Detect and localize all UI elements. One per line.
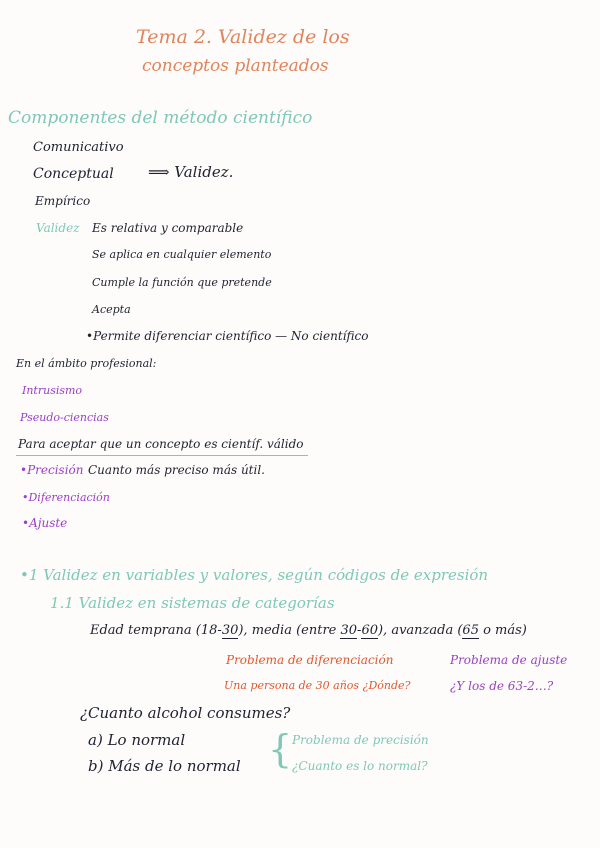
differentiation-problem: Problema de diferenciación: [226, 653, 394, 667]
validez-point: •Permite diferenciar científico — No científico: [86, 329, 369, 343]
fit-problem: Problema de ajuste: [450, 653, 568, 667]
criterion-diferenciacion: •Diferenciación: [22, 491, 110, 504]
age-prefix: Edad temprana (18-: [90, 623, 222, 638]
validez-arrow: ⟹ Validez.: [148, 163, 234, 181]
age-categories-example: [90, 624, 527, 637]
age-value: 30: [221, 623, 239, 638]
page-title-line-2: conceptos planteados: [142, 56, 329, 76]
age-dash: -: [357, 623, 362, 638]
section-1-heading: •1 Validez en variables y valores, según códigos de expresión: [20, 566, 489, 584]
component-item: Conceptual: [33, 166, 114, 182]
professional-item: Intrusismo: [22, 384, 83, 397]
precision-question: ¿Cuanto es lo normal?: [292, 759, 428, 773]
component-item: Comunicativo: [33, 140, 124, 155]
validez-point: Acepta: [92, 303, 131, 316]
section-1-1-heading: 1.1 Validez en sistemas de categorías: [50, 594, 335, 612]
criterion-precision-note: Cuanto más preciso más útil.: [88, 463, 265, 477]
age-value: 30: [340, 623, 358, 638]
accept-divider: [16, 455, 308, 456]
age-value: 60: [361, 623, 378, 638]
differentiation-question: Una persona de 30 años ¿Dónde?: [224, 679, 411, 692]
options-brace: {: [268, 727, 293, 771]
answer-option: b) Más de lo normal: [88, 757, 241, 775]
alcohol-question: ¿Cuanto alcohol consumes?: [80, 704, 291, 722]
criterion-precision: •Precisión: [20, 463, 84, 477]
professional-heading: En el ámbito profesional:: [16, 357, 157, 370]
validez-point: Cumple la función que pretende: [92, 276, 272, 289]
age-suffix: o más): [478, 623, 527, 638]
age-text: ), avanzada (: [377, 623, 463, 638]
professional-item: Pseudo-ciencias: [20, 411, 109, 424]
answer-option: a) Lo normal: [88, 731, 186, 749]
validez-point: Se aplica en cualquier elemento: [92, 248, 272, 261]
criterion-ajuste: •Ajuste: [22, 516, 68, 530]
page-title-line-1: Tema 2. Validez de los: [136, 26, 350, 48]
precision-problem: Problema de precisión: [292, 733, 429, 747]
fit-question: ¿Y los de 63-2…?: [450, 679, 554, 693]
component-item: Empírico: [35, 194, 91, 208]
validez-point: Es relativa y comparable: [92, 221, 244, 235]
age-value: 65: [462, 623, 479, 638]
age-text: ), media (entre: [238, 623, 341, 638]
components-heading: Componentes del método científico: [8, 108, 313, 128]
accept-statement: Para aceptar que un concepto es científ. válido: [18, 437, 304, 451]
validez-label: Validez: [36, 221, 80, 235]
